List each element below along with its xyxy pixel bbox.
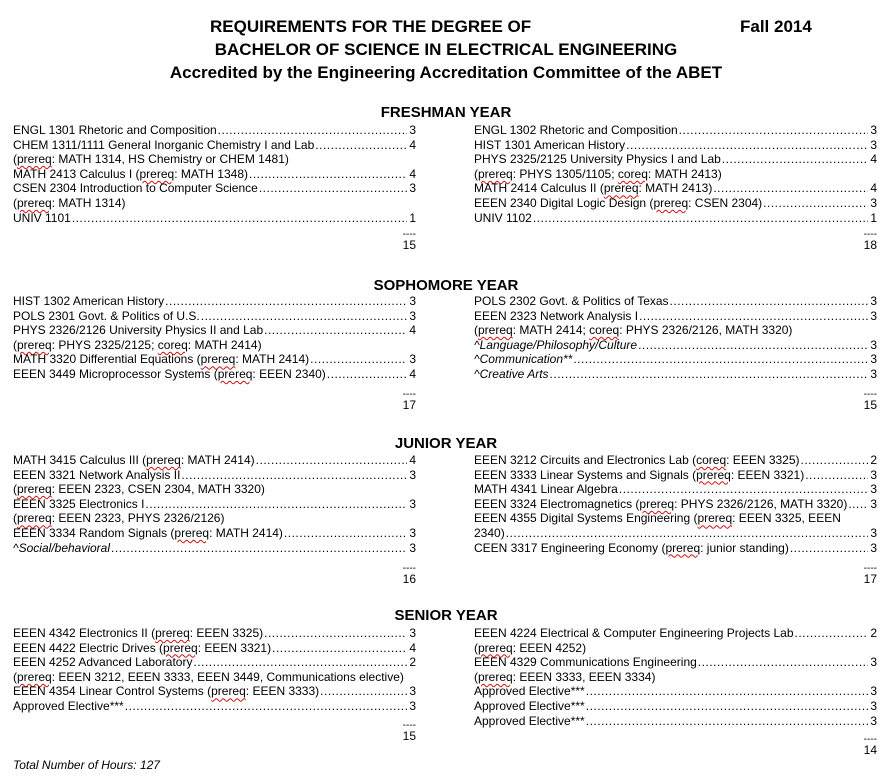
course-credits: 3: [870, 525, 877, 540]
dot-leader: [626, 138, 868, 153]
dot-leader: [310, 352, 407, 367]
course-row: [474, 699, 877, 714]
title-line-2: BACHELOR OF SCIENCE IN ELECTRICAL ENGINEERING: [214, 40, 678, 59]
year-title: SOPHOMORE YEAR: [373, 277, 519, 294]
course-column-right: [474, 453, 877, 555]
course-text: EEEN 4252 Advanced Laboratory: [13, 655, 193, 670]
course-credits: 3: [870, 352, 877, 367]
dot-leader: [763, 196, 868, 211]
course-credits: 3: [870, 713, 877, 728]
dot-leader: [218, 123, 407, 138]
course-credits: 3: [870, 467, 877, 482]
course-credits: 3: [870, 366, 877, 381]
course-row: [13, 352, 416, 367]
course-text: EEEN 3333 Linear Systems and Signals (prereq: EEEN 3321): [474, 467, 805, 482]
course-credits: 3: [409, 698, 416, 713]
course-column-right: [474, 626, 877, 728]
course-text: (prereq: EEEN 3333, EEEN 3334): [474, 669, 656, 684]
semester-total: 15: [402, 729, 416, 743]
course-text: (prereq: EEEN 3212, EEEN 3333, EEEN 3449, Communications elective): [13, 669, 404, 684]
course-text: ^Social/behavioral: [13, 540, 111, 555]
course-credits: 4: [409, 323, 416, 338]
course-row: [474, 497, 877, 512]
course-row: [474, 626, 877, 641]
course-text: (prereq: EEEN 4252): [474, 640, 587, 655]
course-row: [13, 468, 416, 483]
course-row: [13, 626, 416, 641]
course-credits: 3: [870, 337, 877, 352]
course-text: POLS 2302 Govt. & Politics of Texas: [474, 294, 669, 308]
dot-leader: [264, 626, 407, 641]
course-row: [474, 482, 877, 497]
course-row: [474, 684, 877, 699]
course-text: Approved Elective***: [474, 713, 585, 728]
dot-leader: [639, 309, 868, 324]
course-row: [13, 453, 416, 468]
course-text: (prereq: PHYS 2325/2125; coreq: MATH 2414): [13, 337, 262, 352]
dot-leader: [249, 167, 407, 182]
course-row: [474, 167, 877, 182]
dot-leader: [805, 468, 868, 483]
course-row: [474, 367, 877, 382]
course-text: MATH 3320 Differential Equations (prereq: MATH 2414): [13, 352, 310, 367]
course-credits: 3: [409, 294, 416, 308]
course-text: (prereq: MATH 2414; coreq: PHYS 2326/2126, MATH 3320): [474, 323, 793, 338]
dot-leader: [586, 714, 868, 729]
course-column-left: [13, 453, 416, 555]
course-text: ENGL 1302 Rhetoric and Composition: [474, 123, 678, 137]
dot-leader: [506, 526, 868, 541]
course-text: EEEN 4355 Digital Systems Engineering (prereq: EEEN 3325, EEEN: [474, 511, 841, 526]
semester-total: 14: [863, 743, 877, 757]
dot-leader: [586, 699, 868, 714]
dot-leader: [125, 699, 407, 714]
course-credits: 3: [870, 308, 877, 323]
course-credits: 3: [409, 496, 416, 511]
course-credits: 2: [409, 655, 416, 670]
course-text: UNIV 1102: [474, 210, 532, 225]
course-row: [13, 641, 416, 656]
course-row: [474, 453, 877, 468]
course-text: (prereq: EEEN 2323, CSEN 2304, MATH 3320): [13, 482, 265, 497]
dot-leader: [327, 367, 407, 382]
dot-leader: [533, 211, 868, 226]
course-text: EEEN 3321 Network Analysis II: [13, 467, 181, 482]
course-row: [474, 123, 877, 138]
course-row: [13, 367, 416, 382]
course-column-left: [13, 626, 416, 714]
course-credits: 3: [409, 540, 416, 555]
course-text: EEEN 4342 Electronics II (prereq: EEEN 3325): [13, 626, 264, 640]
title-line-1: REQUIREMENTS FOR THE DEGREE OF: [210, 17, 532, 36]
dot-leader: [550, 367, 868, 382]
course-text: EEEN 3324 Electromagnetics (prereq: PHYS 2326/2126, MATH 3320): [474, 496, 848, 511]
course-row: [13, 699, 416, 714]
course-text: MATH 2414 Calculus II (prereq: MATH 2413): [474, 181, 713, 196]
course-row: [13, 655, 416, 670]
course-text: EEEN 4422 Electric Drives (prereq: EEEN 3321): [13, 640, 272, 655]
course-credits: 4: [409, 453, 416, 467]
course-row: [13, 684, 416, 699]
course-credits: 3: [870, 482, 877, 497]
term-label: Fall 2014: [740, 17, 812, 36]
course-text: MATH 4341 Linear Algebra: [474, 482, 618, 497]
course-column-right: [474, 294, 877, 382]
dot-leader: [586, 684, 868, 699]
course-text: MATH 3415 Calculus III (prereq: MATH 2414): [13, 453, 255, 467]
course-text: HIST 1301 American History: [474, 137, 626, 152]
course-credits: 3: [409, 684, 416, 699]
semester-total: 16: [402, 572, 416, 586]
course-text: HIST 1302 American History: [13, 294, 165, 308]
course-credits: 3: [870, 655, 877, 670]
year-title: FRESHMAN YEAR: [380, 104, 512, 121]
subtotal-rule: ----: [863, 389, 877, 400]
course-row: [474, 641, 877, 656]
dot-leader: [256, 453, 407, 468]
dot-leader: [111, 541, 407, 556]
course-text: (prereq: PHYS 1305/1105; coreq: MATH 2413): [474, 166, 722, 181]
course-text: (prereq: MATH 1314, HS Chemistry or CHEM 1481): [13, 152, 289, 167]
course-row: [474, 511, 877, 526]
course-row: [474, 468, 877, 483]
semester-total: 17: [402, 398, 416, 412]
subtotal-rule: ----: [402, 389, 416, 400]
course-credits: 3: [870, 195, 877, 210]
title-line-3: Accredited by the Engineering Accreditation Committee of the ABET: [169, 63, 723, 82]
dot-leader: [181, 468, 407, 483]
course-row: [13, 670, 416, 685]
course-credits: 3: [870, 294, 877, 308]
dot-leader: [315, 138, 407, 153]
course-text: PHYS 2325/2125 University Physics I and Lab: [474, 152, 721, 167]
course-row: [474, 670, 877, 685]
course-text: Approved Elective***: [474, 684, 585, 699]
course-row: [474, 323, 877, 338]
semester-total: 15: [402, 238, 416, 252]
course-row: [474, 181, 877, 196]
course-text: UNIV 1101: [13, 210, 71, 225]
dot-leader: [259, 181, 407, 196]
course-text: POLS 2301 Govt. & Politics of U.S.: [13, 308, 200, 323]
dot-leader: [284, 526, 407, 541]
year-title: JUNIOR YEAR: [394, 435, 498, 452]
course-row: [13, 294, 416, 309]
course-text: EEEN 4329 Communications Engineering: [474, 655, 697, 670]
course-credits: 3: [870, 123, 877, 137]
course-text: EEEN 3212 Circuits and Electronics Lab (coreq: EEEN 3325): [474, 453, 800, 467]
dot-leader: [722, 152, 868, 167]
course-text: CSEN 2304 Introduction to Computer Science: [13, 181, 258, 196]
course-credits: 4: [870, 181, 877, 196]
course-text: EEEN 3325 Electronics I: [13, 496, 145, 511]
dot-leader: [679, 123, 868, 138]
course-row: [13, 211, 416, 226]
course-row: [474, 541, 877, 556]
dot-leader: [848, 497, 868, 512]
course-row: [13, 526, 416, 541]
course-credits: 4: [409, 137, 416, 152]
dot-leader: [573, 352, 868, 367]
course-credits: 3: [870, 698, 877, 713]
dot-leader: [790, 541, 868, 556]
semester-total: 15: [863, 398, 877, 412]
course-text: (prereq: EEEN 2323, PHYS 2326/2126): [13, 511, 225, 526]
course-text: (prereq: MATH 1314): [13, 195, 126, 210]
course-credits: 1: [870, 210, 877, 225]
course-text: EEEN 3449 Microprocessor Systems (prereq: EEEN 2340): [13, 366, 326, 381]
course-credits: 3: [409, 352, 416, 367]
total-hours: Total Number of Hours: 127: [13, 758, 160, 772]
dot-leader: [801, 453, 868, 468]
course-credits: 3: [870, 496, 877, 511]
course-text: Approved Elective***: [474, 698, 585, 713]
dot-leader: [264, 323, 407, 338]
course-row: [13, 541, 416, 556]
dot-leader: [638, 338, 868, 353]
course-credits: 2: [870, 626, 877, 640]
course-credits: 3: [409, 525, 416, 540]
dot-leader: [670, 294, 868, 309]
semester-total: 18: [863, 238, 877, 252]
course-row: [13, 152, 416, 167]
course-credits: 4: [870, 152, 877, 167]
course-column-right: [474, 123, 877, 225]
course-text: EEEN 2340 Digital Logic Design (prereq: CSEN 2304): [474, 195, 763, 210]
course-credits: 4: [409, 166, 416, 181]
dot-leader: [145, 497, 407, 512]
course-text: ^Communication**: [474, 352, 573, 367]
course-row: [13, 167, 416, 182]
course-credits: 3: [409, 308, 416, 323]
course-column-left: [13, 123, 416, 225]
course-row: [474, 526, 877, 541]
course-row: [13, 338, 416, 353]
subtotal-rule: ----: [402, 229, 416, 240]
dot-leader: [72, 211, 407, 226]
subtotal-rule: ----: [402, 720, 416, 731]
course-row: [474, 352, 877, 367]
course-credits: 3: [409, 467, 416, 482]
subtotal-rule: ----: [863, 563, 877, 574]
course-credits: 2: [870, 453, 877, 467]
course-text: EEEN 4224 Electrical & Computer Engineering Projects Lab: [474, 626, 794, 640]
course-row: [474, 152, 877, 167]
dot-leader: [713, 181, 868, 196]
course-credits: 3: [409, 181, 416, 196]
subtotal-rule: ----: [402, 563, 416, 574]
course-text: ^Creative Arts: [474, 366, 549, 381]
dot-leader: [795, 626, 869, 641]
dot-leader: [193, 655, 407, 670]
course-text: ^Language/Philosophy/Culture: [474, 337, 638, 352]
course-row: [474, 196, 877, 211]
course-row: [474, 309, 877, 324]
course-text: CEEN 3317 Engineering Economy (prereq: junior standing): [474, 540, 789, 555]
dot-leader: [272, 641, 407, 656]
course-row: [13, 309, 416, 324]
course-row: [13, 497, 416, 512]
course-row: [474, 294, 877, 309]
course-row: [13, 123, 416, 138]
course-credits: 3: [409, 626, 416, 640]
course-text: EEEN 2323 Network Analysis I: [474, 308, 639, 323]
course-row: [13, 511, 416, 526]
course-row: [474, 714, 877, 729]
dot-leader: [619, 482, 868, 497]
dot-leader: [165, 294, 407, 309]
year-title: SENIOR YEAR: [394, 607, 498, 624]
semester-total: 17: [863, 572, 877, 586]
subtotal-rule: ----: [863, 734, 877, 745]
course-credits: 3: [870, 684, 877, 699]
course-row: [474, 211, 877, 226]
dot-leader: [698, 655, 868, 670]
course-column-left: [13, 294, 416, 382]
course-credits: 1: [409, 210, 416, 225]
course-text: 2340): [474, 525, 505, 540]
course-text: PHYS 2326/2126 University Physics II and Lab: [13, 323, 264, 338]
course-credits: 3: [409, 123, 416, 137]
course-text: CHEM 1311/1111 General Inorganic Chemistry I and Lab: [13, 137, 315, 152]
course-row: [474, 138, 877, 153]
course-text: MATH 2413 Calculus I (prereq: MATH 1348): [13, 166, 248, 181]
course-text: EEEN 3334 Random Signals (prereq: MATH 2414): [13, 525, 283, 540]
course-row: [474, 338, 877, 353]
course-text: EEEN 4354 Linear Control Systems (prereq: EEEN 3333): [13, 684, 320, 699]
course-text: ENGL 1301 Rhetoric and Composition: [13, 123, 217, 137]
course-credits: 3: [870, 540, 877, 555]
course-credits: 4: [409, 640, 416, 655]
dot-leader: [201, 309, 407, 324]
course-credits: 3: [870, 137, 877, 152]
dot-leader: [320, 684, 407, 699]
course-row: [13, 181, 416, 196]
course-row: [13, 196, 416, 211]
course-credits: 4: [409, 366, 416, 381]
course-row: [474, 655, 877, 670]
course-row: [13, 138, 416, 153]
course-row: [13, 482, 416, 497]
course-row: [13, 323, 416, 338]
subtotal-rule: ----: [863, 229, 877, 240]
course-text: Approved Elective***: [13, 698, 124, 713]
